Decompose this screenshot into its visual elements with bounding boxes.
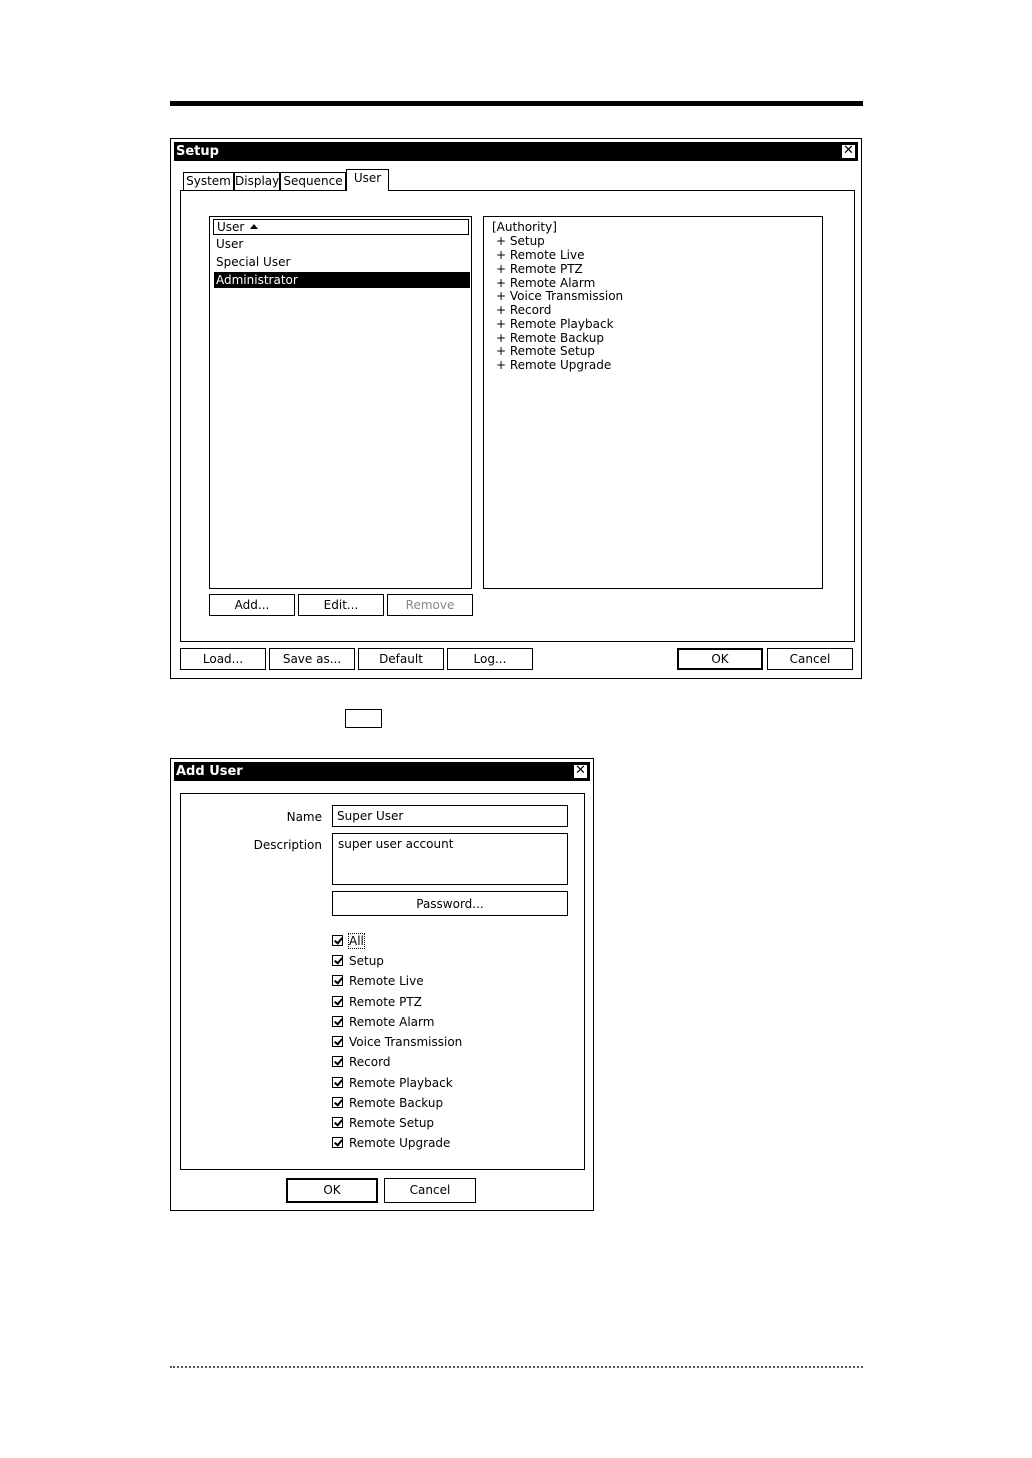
checkbox-voice-transmission[interactable] (332, 1035, 462, 1051)
user-list[interactable] (209, 216, 472, 589)
user-tab-panel (180, 190, 855, 642)
authority-item[interactable]: + Voice Transmission (496, 289, 624, 303)
user-list-header-label: User (217, 220, 245, 234)
setup-titlebar (174, 142, 858, 161)
checkbox-icon (332, 1097, 343, 1108)
checkbox-label: Remote Playback (349, 1076, 453, 1090)
checkbox-icon (332, 1137, 343, 1148)
tab-display-label: Display (235, 174, 280, 188)
checkbox-icon (332, 1117, 343, 1128)
tab-system-label: System (186, 174, 231, 188)
inline-button-glyph (345, 709, 382, 728)
save-as-button[interactable]: Save as... (269, 648, 355, 670)
tab-sequence-label: Sequence (283, 174, 343, 188)
checkbox-icon (332, 996, 343, 1007)
checkbox-icon (332, 955, 343, 966)
authority-item[interactable]: + Setup (496, 234, 545, 248)
checkbox-remote-upgrade[interactable] (332, 1136, 450, 1152)
user-list-header[interactable] (213, 219, 469, 235)
tab-user-label: User (353, 171, 382, 185)
checkbox-icon (332, 935, 343, 946)
sort-ascending-icon (250, 224, 258, 229)
setup-close-icon[interactable]: ✕ (841, 144, 856, 159)
authority-item[interactable]: + Remote Setup (496, 344, 595, 358)
add-user-button[interactable]: Add... (209, 594, 295, 616)
user-row-label: Special User (216, 255, 291, 269)
authority-item[interactable]: + Remote PTZ (496, 262, 583, 276)
checkbox-record[interactable] (332, 1055, 390, 1071)
setup-title: Setup (176, 144, 219, 159)
edit-user-button[interactable]: Edit... (298, 594, 384, 616)
tab-sequence[interactable] (280, 172, 346, 190)
remove-user-button[interactable]: Remove (387, 594, 473, 616)
load-button[interactable]: Load... (180, 648, 266, 670)
description-label: Description (253, 838, 322, 852)
log-button[interactable]: Log... (447, 648, 533, 670)
checkbox-remote-live[interactable] (332, 974, 424, 990)
checkbox-label: All (349, 934, 364, 948)
checkbox-icon (332, 1036, 343, 1047)
checkbox-icon (332, 975, 343, 986)
user-row-label: User (216, 237, 244, 251)
authority-item[interactable]: + Remote Upgrade (496, 358, 612, 372)
authority-item[interactable]: + Remote Playback (496, 317, 614, 331)
checkbox-label: Setup (349, 954, 384, 968)
page-bottom-rule (170, 1366, 863, 1368)
tab-display[interactable] (234, 172, 280, 190)
checkbox-remote-setup[interactable] (332, 1116, 434, 1132)
setup-dialog (170, 138, 862, 679)
checkbox-remote-alarm[interactable] (332, 1015, 434, 1031)
authority-item[interactable]: + Record (496, 303, 552, 317)
checkbox-icon (332, 1077, 343, 1088)
add-user-cancel-button[interactable]: Cancel (384, 1178, 476, 1203)
add-user-title: Add User (176, 764, 243, 779)
user-row-administrator[interactable] (214, 272, 470, 288)
description-input[interactable] (332, 833, 568, 885)
checkbox-label: Remote Setup (349, 1116, 435, 1130)
checkbox-icon (332, 1016, 343, 1027)
checkbox-label: Voice Transmission (349, 1035, 463, 1049)
checkbox-icon (332, 1056, 343, 1067)
name-input[interactable] (332, 805, 568, 827)
checkbox-label: Remote Backup (349, 1096, 444, 1110)
tab-user[interactable] (346, 169, 389, 191)
checkbox-label: Record (349, 1055, 391, 1069)
password-button[interactable]: Password... (332, 891, 568, 916)
authority-title: [Authority] (492, 220, 557, 234)
authority-item[interactable]: + Remote Backup (496, 331, 604, 345)
checkbox-remote-playback[interactable] (332, 1076, 453, 1092)
checkbox-all[interactable] (332, 934, 364, 950)
setup-cancel-button[interactable]: Cancel (767, 648, 853, 670)
user-row-user[interactable] (214, 236, 470, 252)
checkbox-remote-backup[interactable] (332, 1096, 443, 1112)
checkbox-label: Remote Upgrade (349, 1136, 451, 1150)
authority-tree[interactable] (483, 216, 823, 589)
checkbox-label: Remote Live (349, 974, 424, 988)
user-row-special-user[interactable] (214, 254, 470, 270)
add-user-titlebar (174, 762, 590, 781)
checkbox-label: Remote Alarm (349, 1015, 435, 1029)
user-row-label: Administrator (216, 273, 298, 287)
checkbox-remote-ptz[interactable] (332, 995, 422, 1011)
checkbox-label: Remote PTZ (349, 995, 422, 1009)
add-user-ok-button[interactable]: OK (286, 1178, 378, 1203)
default-button[interactable]: Default (358, 648, 444, 670)
setup-ok-button[interactable]: OK (677, 648, 763, 670)
authority-item[interactable]: + Remote Live (496, 248, 585, 262)
name-input-value: Super User (337, 809, 404, 823)
page-top-rule (170, 101, 863, 106)
tab-system[interactable] (183, 172, 234, 190)
add-user-close-icon[interactable]: ✕ (573, 764, 588, 779)
checkbox-setup[interactable] (332, 954, 384, 970)
authority-item[interactable]: + Remote Alarm (496, 276, 596, 290)
description-input-value: super user account (338, 837, 454, 851)
name-label: Name (286, 810, 322, 824)
